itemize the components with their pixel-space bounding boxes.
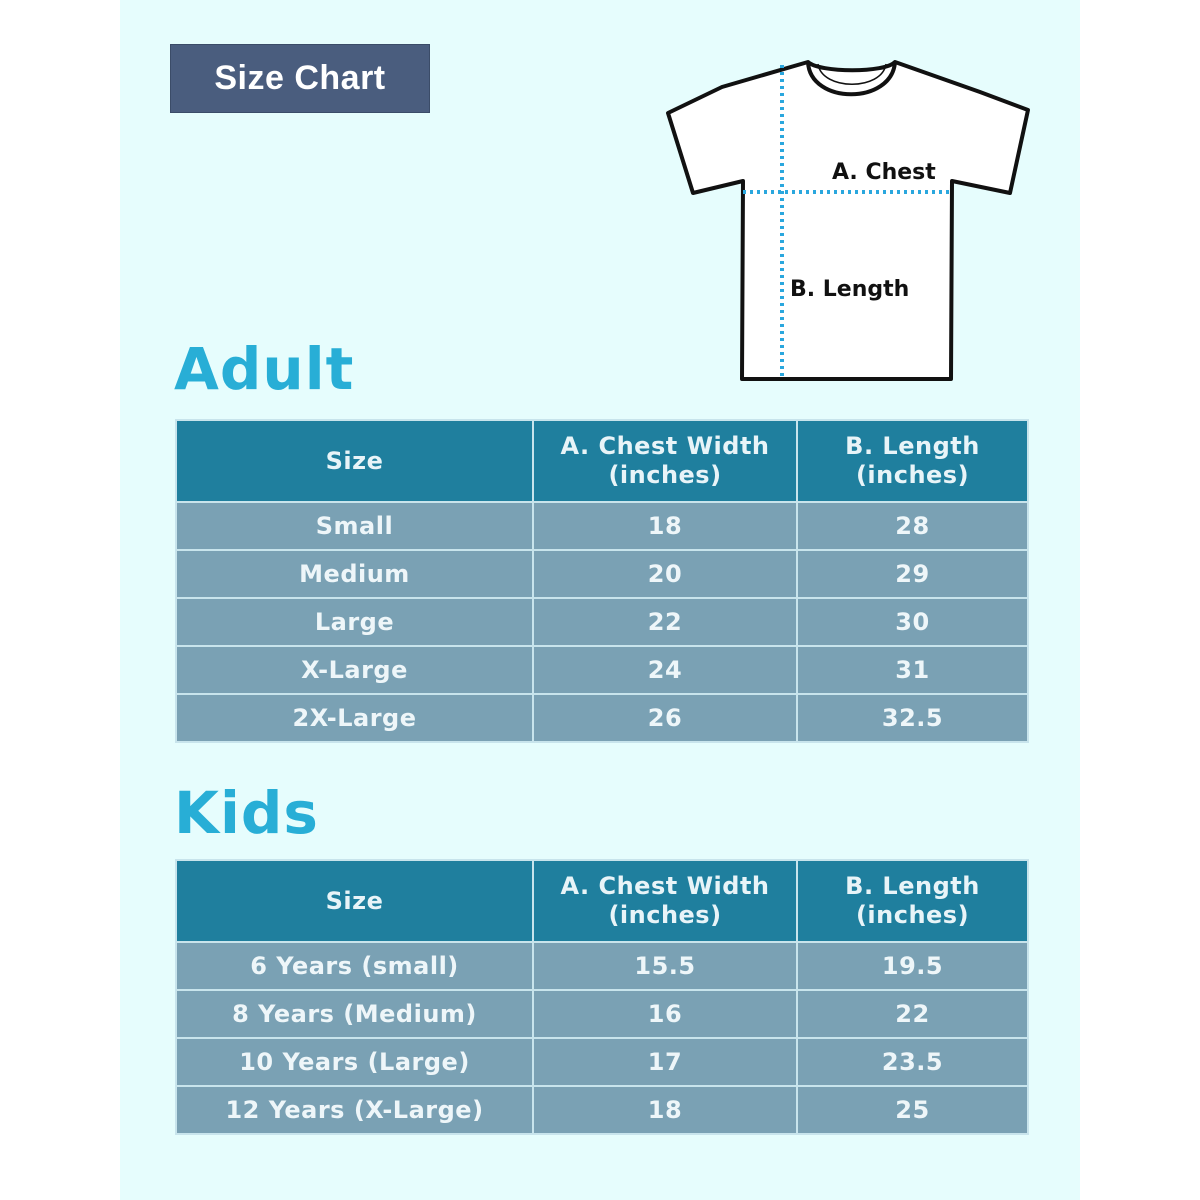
adult-size-table (175, 419, 1029, 743)
length-cell: 19.5 (797, 942, 1028, 990)
header-chest-width: A. Chest Width (inches) (533, 420, 797, 502)
kids-size-table (175, 859, 1029, 1135)
length-label: B. Length (790, 277, 910, 302)
header-length: B. Length (inches) (797, 420, 1028, 502)
chest-cell: 16 (533, 990, 797, 1038)
chest-cell: 26 (533, 694, 797, 742)
size-cell: 6 Years (small) (176, 942, 533, 990)
chest-cell: 15.5 (533, 942, 797, 990)
header-chest-width: A. Chest Width (inches) (533, 860, 797, 942)
header-length: B. Length (inches) (797, 860, 1028, 942)
length-cell: 31 (797, 646, 1028, 694)
size-cell: X-Large (176, 646, 533, 694)
length-cell: 32.5 (797, 694, 1028, 742)
table-header-row (176, 420, 1028, 502)
size-cell: 12 Years (X-Large) (176, 1086, 533, 1134)
chest-cell: 24 (533, 646, 797, 694)
length-cell: 25 (797, 1086, 1028, 1134)
chest-cell: 20 (533, 550, 797, 598)
table-row (176, 646, 1028, 694)
page-title: Size Chart (214, 59, 386, 97)
table-row (176, 598, 1028, 646)
length-cell: 23.5 (797, 1038, 1028, 1086)
chest-cell: 18 (533, 502, 797, 550)
table-row (176, 694, 1028, 742)
size-cell: Large (176, 598, 533, 646)
adult-heading: Adult (174, 335, 355, 403)
size-chart-title-box (170, 44, 430, 113)
length-cell: 29 (797, 550, 1028, 598)
size-cell: Small (176, 502, 533, 550)
size-cell: Medium (176, 550, 533, 598)
chest-cell: 22 (533, 598, 797, 646)
table-row (176, 990, 1028, 1038)
tshirt-measurement-diagram (660, 55, 1040, 390)
header-size: Size (176, 860, 533, 942)
kids-heading: Kids (174, 779, 319, 847)
table-row (176, 502, 1028, 550)
size-cell: 2X-Large (176, 694, 533, 742)
length-cell: 30 (797, 598, 1028, 646)
header-size: Size (176, 420, 533, 502)
table-row (176, 1038, 1028, 1086)
tshirt-outline (668, 62, 1028, 379)
size-cell: 10 Years (Large) (176, 1038, 533, 1086)
size-cell: 8 Years (Medium) (176, 990, 533, 1038)
table-row (176, 1086, 1028, 1134)
length-cell: 28 (797, 502, 1028, 550)
table-row (176, 942, 1028, 990)
chest-label: A. Chest (832, 160, 936, 185)
table-header-row (176, 860, 1028, 942)
chest-cell: 18 (533, 1086, 797, 1134)
length-cell: 22 (797, 990, 1028, 1038)
chest-cell: 17 (533, 1038, 797, 1086)
table-row (176, 550, 1028, 598)
